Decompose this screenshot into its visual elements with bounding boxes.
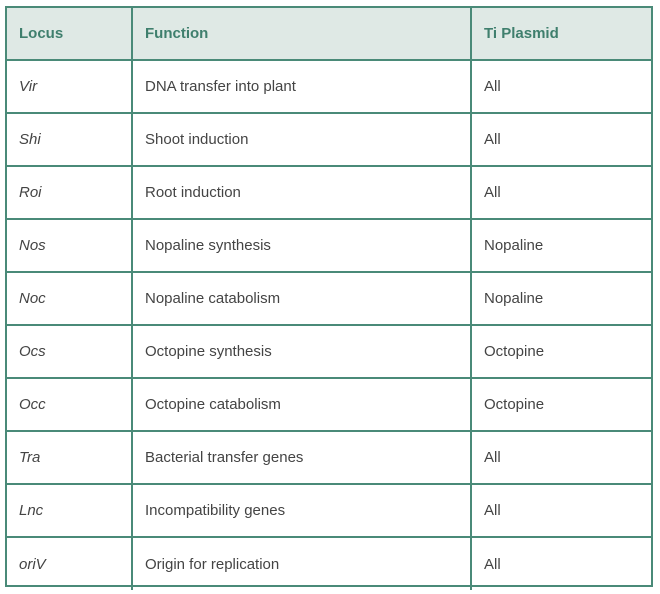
ti-plasmid-loci-table xyxy=(7,8,651,590)
header-ti-plasmid: Ti Plasmid xyxy=(471,8,651,60)
cell-plasmid: Octopine xyxy=(471,325,651,378)
cell-function: Nopaline catabolism xyxy=(132,272,471,325)
cell-plasmid: All xyxy=(471,113,651,166)
cell-function: DNA transfer into plant xyxy=(132,60,471,113)
cell-function: Incompatibility genes xyxy=(132,484,471,537)
cell-locus: Vir xyxy=(7,60,132,113)
cell-plasmid: All xyxy=(471,537,651,590)
cell-function: Nopaline synthesis xyxy=(132,219,471,272)
cell-locus: Nos xyxy=(7,219,132,272)
header-locus: Locus xyxy=(7,8,132,60)
cell-function: Bacterial transfer genes xyxy=(132,431,471,484)
cell-function: Octopine synthesis xyxy=(132,325,471,378)
table-row xyxy=(7,166,651,219)
cell-function: Octopine catabolism xyxy=(132,378,471,431)
table-row xyxy=(7,272,651,325)
cell-locus: Roi xyxy=(7,166,132,219)
table-row xyxy=(7,325,651,378)
cell-plasmid: Nopaline xyxy=(471,272,651,325)
table-row xyxy=(7,431,651,484)
cell-locus: Occ xyxy=(7,378,132,431)
cell-plasmid: All xyxy=(471,60,651,113)
cell-locus: Ocs xyxy=(7,325,132,378)
cell-locus: oriV xyxy=(7,537,132,590)
cell-locus: Noc xyxy=(7,272,132,325)
header-function: Function xyxy=(132,8,471,60)
table-row xyxy=(7,113,651,166)
cell-function: Root induction xyxy=(132,166,471,219)
cell-plasmid: All xyxy=(471,431,651,484)
table-row xyxy=(7,60,651,113)
cell-plasmid: Octopine xyxy=(471,378,651,431)
cell-locus: Tra xyxy=(7,431,132,484)
table-row xyxy=(7,537,651,590)
header-row xyxy=(7,8,651,60)
cell-locus: Lnc xyxy=(7,484,132,537)
cell-plasmid: All xyxy=(471,166,651,219)
cell-plasmid: Nopaline xyxy=(471,219,651,272)
cell-function: Origin for replication xyxy=(132,537,471,590)
cell-function: Shoot induction xyxy=(132,113,471,166)
ti-plasmid-table-container xyxy=(5,6,653,587)
cell-plasmid: All xyxy=(471,484,651,537)
cell-locus: Shi xyxy=(7,113,132,166)
table-row xyxy=(7,219,651,272)
table-row xyxy=(7,378,651,431)
table-row xyxy=(7,484,651,537)
